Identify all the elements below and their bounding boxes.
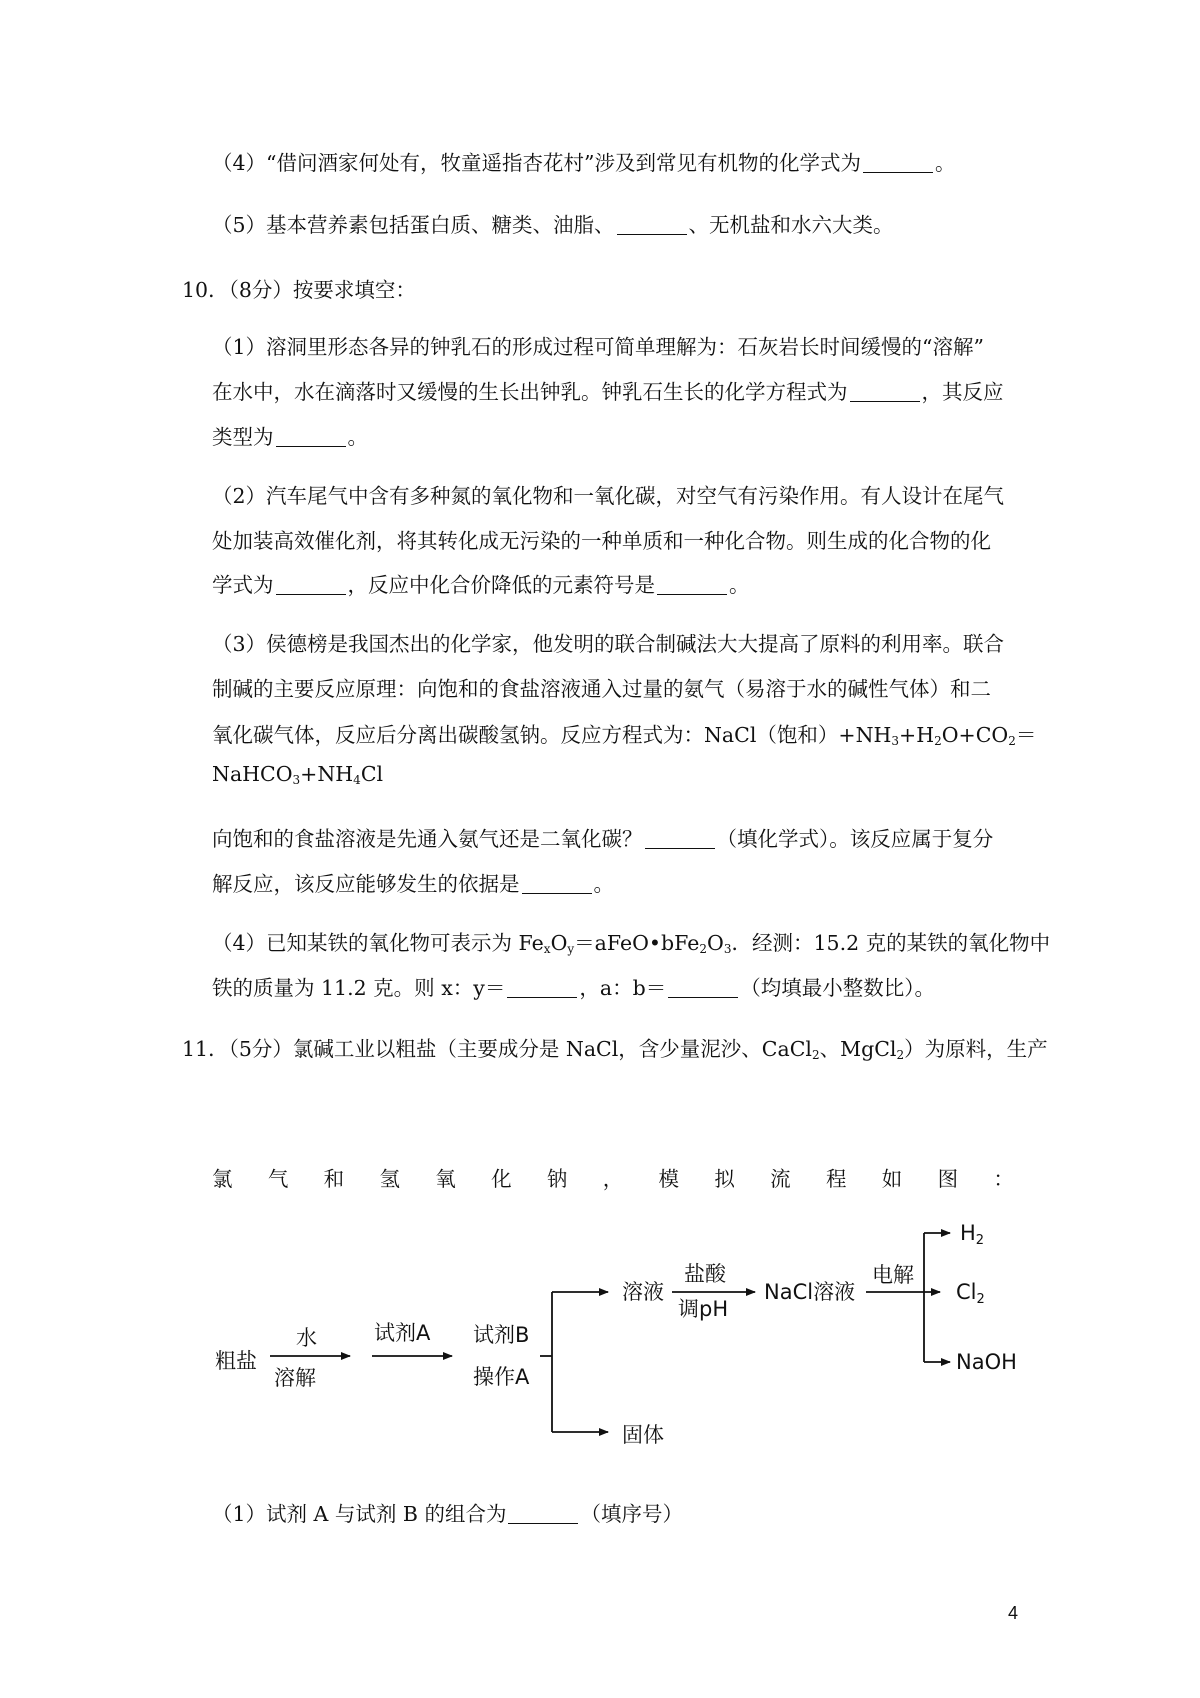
equation-text: O+CO (941, 723, 1009, 747)
answer-blank[interactable] (863, 171, 933, 173)
solution-label: 溶液 (622, 1280, 664, 1304)
q9-part5-text: （5）基本营养素包括蛋白质、糖类、油脂、 (212, 213, 615, 237)
q11-char: 拟 (714, 1167, 735, 1191)
cl2-label: Cl2 (956, 1280, 985, 1307)
q11-char: 和 (323, 1167, 345, 1191)
q9-part4-text: （4）“借问酒家何处有，牧童遥指杏花村”涉及到常见有机物的化学式为 (212, 151, 862, 175)
q10-part1-text: 在水中，水在滴落时又缓慢的生长出钟乳。钟乳石生长的化学方程式为 (212, 380, 848, 404)
q10-part4-text: 铁的质量为 11.2 克。则 x：y＝ (212, 976, 506, 1000)
water-label: 水 (296, 1326, 317, 1350)
q10-part3-text: 。 (593, 872, 614, 896)
equation-text: +H (899, 723, 935, 747)
q10-part3-text: 向饱和的食盐溶液是先通入氨气还是二氧化碳？ (212, 827, 643, 851)
q10-part3-line4 (212, 762, 383, 787)
q11-text: ）为原料，生产 (904, 1037, 1048, 1061)
q10-part2-text: 学式为 (212, 573, 274, 597)
equation-text: ＝ (1015, 723, 1037, 747)
q11-part1 (212, 1497, 683, 1527)
equation-text: +NH (300, 762, 354, 786)
q11-char: ： (993, 1167, 1014, 1191)
subscript: 4 (353, 773, 361, 787)
subscript: 3 (723, 942, 732, 956)
q9-part5 (212, 208, 894, 238)
solid-label: 固体 (622, 1423, 664, 1447)
formula-text: ．经测：15.2 克的某铁的氧化物中 (731, 931, 1051, 955)
reagent-b-label: 试剂B (473, 1323, 530, 1347)
q10-part1-text: 。 (347, 425, 368, 449)
q10-header: 10．（8分）按要求填空： (182, 278, 416, 302)
q10-part1-line1: （1）溶洞里形态各异的钟乳石的形成过程可简单理解为：石灰岩长时间缓慢的“溶解” (212, 335, 985, 359)
electrolysis-label: 电解 (872, 1263, 914, 1287)
q11-char: 程 (825, 1167, 847, 1191)
equation-text: 氧化碳气体，反应后分离出碳酸氢钠。反应方程式为：NaCl（饱和）+NH (212, 723, 892, 747)
formula-text: （4）已知某铁的氧化物可表示为 Fe (212, 931, 544, 955)
q11-char: 钠 (546, 1167, 568, 1191)
q10-part4-line2 (212, 971, 935, 1001)
q10-part3-line3 (212, 718, 1036, 748)
dissolve-label: 溶解 (274, 1366, 316, 1390)
hcl-label: 盐酸 (684, 1262, 726, 1286)
q10-part4-text: ，a：b＝ (579, 976, 667, 1000)
q11-char: ， (602, 1167, 624, 1191)
q11-char: 流 (770, 1167, 791, 1191)
answer-blank[interactable] (645, 847, 715, 849)
q11-char: 如 (881, 1167, 903, 1191)
q10-part1-text: 类型为 (212, 425, 274, 449)
q10-part3-line5 (212, 822, 993, 852)
answer-blank[interactable] (617, 233, 687, 235)
q11-text: 11．（5分）氯碱工业以粗盐（主要成分是 NaCl，含少量泥沙、CaCl (182, 1037, 812, 1061)
reagent-a-label: 试剂A (374, 1321, 431, 1345)
answer-blank[interactable] (850, 400, 920, 402)
q10-part2-line3 (212, 568, 750, 598)
subscript: 2 (811, 1048, 820, 1062)
q9-part4-tail: 。 (935, 151, 956, 175)
q10-part3-line1: （3）侯德榜是我国杰出的化学家，他发明的联合制碱法大大提高了原料的利用率。联合 (212, 632, 1005, 656)
operation-a-label: 操作A (473, 1365, 530, 1389)
q10-part3-line2: 制碱的主要反应原理：向饱和的食盐溶液通入过量的氨气（易溶于水的碱性气体）和二 (212, 677, 991, 701)
answer-blank[interactable] (657, 593, 727, 595)
q10-part2-text: ，反应中化合价降低的元素符号是 (347, 573, 655, 597)
q11-char: 模 (658, 1167, 679, 1191)
formula-text: O (550, 931, 568, 955)
formula-text: O (707, 931, 724, 955)
naoh-label: NaOH (956, 1350, 1017, 1374)
q10-part2-line1: （2）汽车尾气中含有多种氮的氧化物和一氧化碳，对空气有污染作用。有人设计在尾气 (212, 484, 1005, 508)
q10-part1-line3 (212, 420, 368, 450)
subscript: 2 (896, 1048, 905, 1062)
subscript: 2 (934, 734, 942, 748)
crude-salt-label: 粗盐 (215, 1349, 257, 1373)
subscript: 2 (699, 942, 708, 956)
q11-char: 氢 (379, 1167, 400, 1191)
equation-text: Cl (360, 762, 384, 786)
q11-char: 氯 (212, 1167, 233, 1191)
q11-char: 化 (491, 1167, 512, 1191)
q10-part1-line2 (212, 375, 1004, 405)
formula-text: ＝aFeO•bFe (574, 931, 700, 955)
q10-part3-line6 (212, 867, 614, 897)
subscript: 3 (292, 773, 301, 787)
answer-blank[interactable] (507, 996, 577, 998)
answer-blank[interactable] (508, 1522, 578, 1524)
adjust-ph-label: 调pH (678, 1297, 729, 1321)
process-flow-diagram (0, 1100, 1200, 1480)
subscript: x (543, 942, 551, 956)
q11-header (182, 1032, 1048, 1062)
h2-label: H2 (960, 1221, 985, 1248)
answer-blank[interactable] (522, 892, 592, 894)
q11-part1-tail: （填序号） (580, 1502, 683, 1526)
q9-part5-tail: 、无机盐和水六大类。 (688, 213, 894, 237)
q10-part2-text: 。 (729, 573, 750, 597)
q10-part4-text: （均填最小整数比）。 (740, 976, 935, 1000)
equation-text: NaHCO (212, 762, 293, 786)
q11-char: 氧 (435, 1167, 456, 1191)
q10-part3-text: 解反应，该反应能够发生的依据是 (212, 872, 520, 896)
nacl-solution-label: NaCl溶液 (764, 1280, 856, 1304)
answer-blank[interactable] (276, 593, 346, 595)
q10-part2-line2: 处加装高效催化剂，将其转化成无污染的一种单质和一种化合物。则生成的化合物的化 (212, 529, 991, 553)
q11-part1-text: （1）试剂 A 与试剂 B 的组合为 (212, 1502, 507, 1526)
q11-char: 图 (937, 1167, 959, 1191)
q11-text: 、MgCl (819, 1037, 897, 1061)
answer-blank[interactable] (276, 445, 346, 447)
page-number: 4 (1007, 1603, 1018, 1623)
q10-part3-text: （填化学式）。该反应属于复分 (716, 827, 994, 851)
answer-blank[interactable] (668, 996, 738, 998)
subscript: 3 (891, 734, 900, 748)
q9-part4 (212, 146, 956, 176)
q10-part1-text: ，其反应 (921, 380, 1004, 404)
q11-char: 气 (267, 1167, 289, 1191)
subscript: y (567, 942, 575, 956)
subscript: 2 (1008, 734, 1016, 748)
q10-part4-line1 (212, 926, 1050, 956)
